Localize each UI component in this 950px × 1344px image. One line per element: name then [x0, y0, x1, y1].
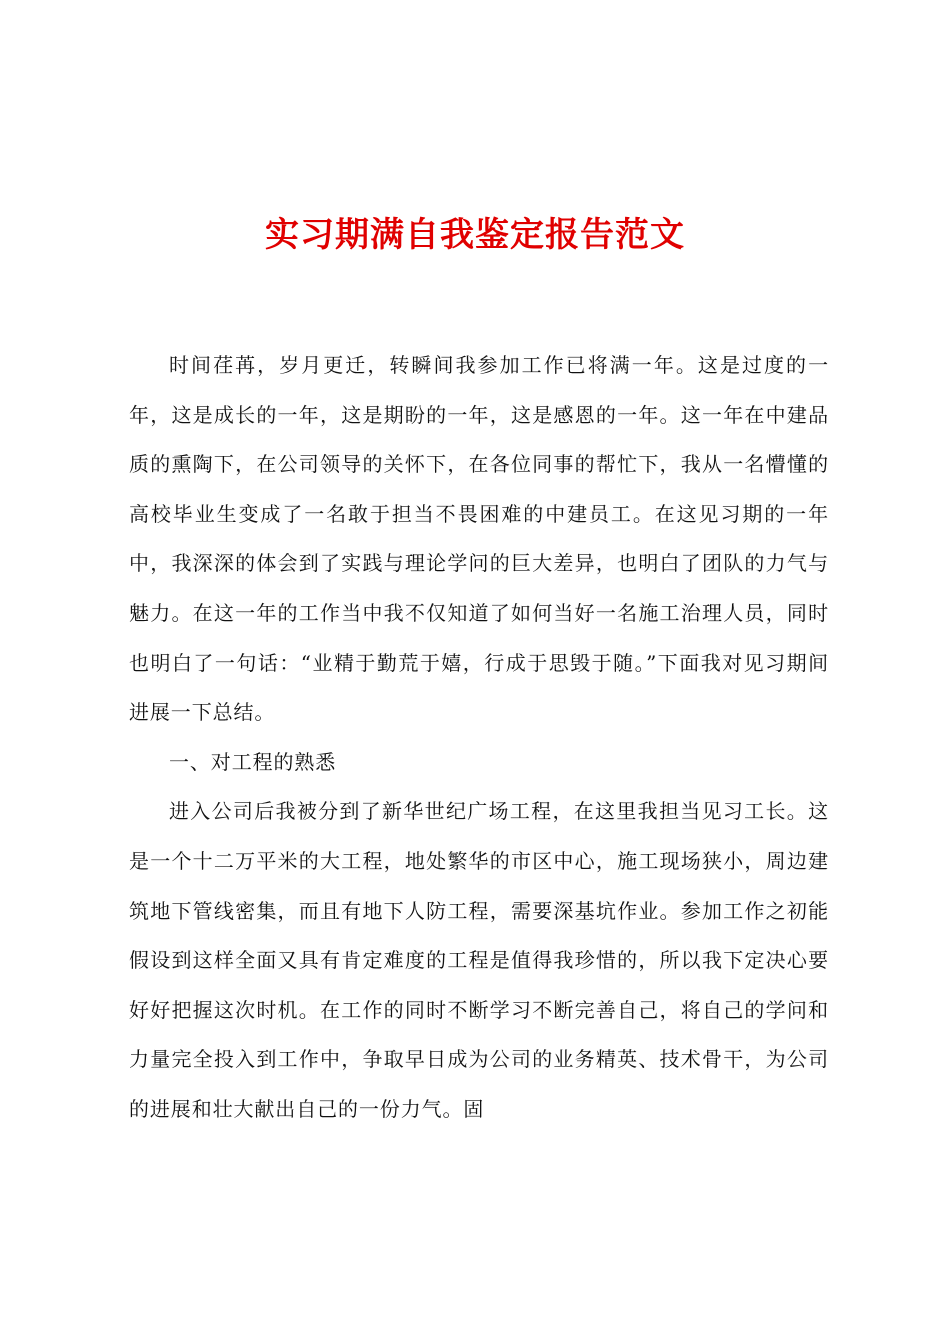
intro-paragraph: 时间荏苒，岁月更迁，转瞬间我参加工作已将满一年。这是过度的一年，这是成长的一年，这是期盼的一年，这是感恩的一年。这一年在中建品质的熏陶下，在公司领导的关怀下，在各位同事的帮忙下，我从一名懵懂的高校毕业生变成了一名敢于担当不畏困难的中建员工。在这见习期的一年中，我深深的体会到了实践与理论学问的巨大差异，也明白了团队的力气与魅力。在这一年的工作当中我不仅知道了如何当好一名施工治理人员，同时也明白了一句话：“业精于勤荒于嬉，行成于思毁于随。”下面我对见习期间进展一下总结。: [129, 353, 829, 725]
section-heading: 一、对工程的熟悉: [169, 749, 337, 774]
section-paragraph: 进入公司后我被分到了新华世纪广场工程，在这里我担当见习工长。这是一个十二万平米的大工程，地处繁华的市区中心，施工现场狭小，周边建筑地下管线密集，而且有地下人防工程，需要深基坑作业。参加工作之初能假设到这样全面又具有肯定难度的工程是值得我珍惜的，所以我下定决心要好好把握这次时机。在工作的同时不断学习不断完善自己，将自己的学问和力量完全投入到工作中，争取早日成为公司的业务精英、技术骨干，为公司的进展和壮大献出自己的一份力气。固: [129, 799, 829, 1121]
document-body: [129, 341, 829, 1135]
document-title: 实习期满自我鉴定报告范文: [265, 215, 685, 255]
